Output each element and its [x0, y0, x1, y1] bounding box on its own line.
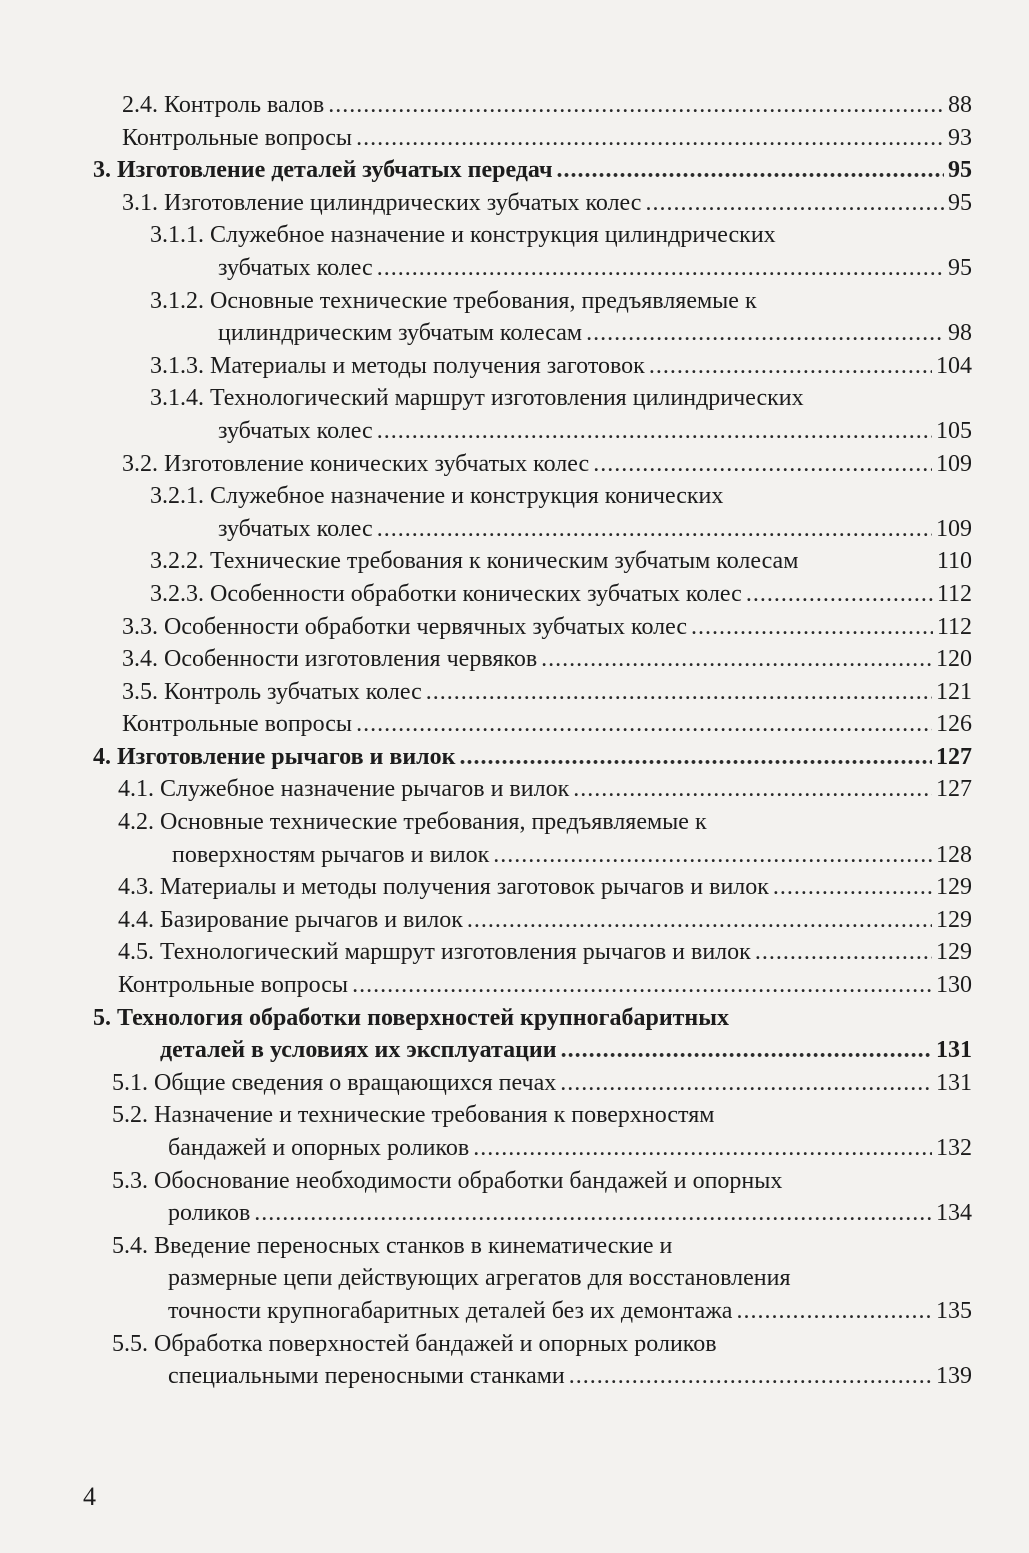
toc-page-number: 95	[948, 254, 972, 281]
dot-leader	[426, 676, 932, 709]
toc-entry	[0, 904, 1029, 937]
toc-entry-title: зубчатых колес	[218, 252, 375, 285]
toc-entry-title: 4.3. Материалы и методы получения заготовок рычагов и вилок	[118, 871, 771, 904]
dot-leader	[356, 708, 932, 741]
toc-line	[168, 1197, 972, 1230]
toc-entry-title: Контрольные вопросы	[118, 969, 350, 1002]
toc-line	[118, 969, 972, 1002]
toc-entry-title: специальными переносными станками	[168, 1360, 567, 1393]
toc-line	[118, 806, 972, 839]
toc-entry	[0, 382, 1029, 447]
toc-page-number: 135	[936, 1297, 972, 1324]
dot-leader	[573, 773, 932, 806]
toc-page-number: 109	[936, 515, 972, 542]
toc-page-number: 109	[936, 450, 972, 477]
toc-entry	[0, 219, 1029, 284]
toc-line	[118, 936, 972, 969]
toc-line	[172, 839, 972, 872]
toc-entry-title: 5.2. Назначение и технические требования к поверхностям	[112, 1102, 715, 1129]
toc-entry	[0, 1067, 1029, 1100]
toc-entry-title: 5.3. Обоснование необходимости обработки бандажей и опорных	[112, 1167, 783, 1194]
toc-line	[122, 611, 972, 644]
dot-leader	[736, 1295, 932, 1328]
toc-entry-title: 3.3. Особенности обработки червячных зубчатых колес	[122, 611, 689, 644]
toc-page-number: 129	[936, 939, 972, 966]
toc-line	[168, 1262, 972, 1295]
toc-entry-title: зубчатых колес	[218, 415, 375, 448]
toc-entry-title: 5.4. Введение переносных станков в кинематические и	[112, 1232, 673, 1259]
toc-entry	[0, 936, 1029, 969]
toc-page-number: 127	[936, 743, 972, 770]
toc-entry-title: поверхностям рычагов и вилок	[172, 839, 491, 872]
toc-entry-title: бандажей и опорных роликов	[168, 1132, 471, 1165]
dot-leader	[755, 936, 932, 969]
toc-entry	[0, 89, 1029, 122]
toc-page-number: 127	[936, 776, 972, 803]
page-number: 4	[83, 1482, 96, 1511]
toc-entry	[0, 1099, 1029, 1164]
toc-entry	[0, 871, 1029, 904]
toc-entry-title: деталей в условиях их эксплуатации	[160, 1034, 559, 1067]
toc-page-number: 120	[936, 646, 972, 673]
toc-line	[122, 708, 972, 741]
toc-line	[112, 1328, 972, 1361]
toc-line	[118, 773, 972, 806]
toc-line	[150, 350, 972, 383]
toc-entry	[0, 741, 1029, 774]
toc-entry	[0, 1165, 1029, 1230]
dot-leader	[356, 122, 944, 155]
toc-entry	[0, 969, 1029, 1002]
toc-entry-title: 3.1.3. Материалы и методы получения заготовок	[150, 350, 647, 383]
toc-entry-title: 5.1. Общие сведения о вращающихся печах	[112, 1067, 558, 1100]
toc-line	[118, 871, 972, 904]
dot-leader	[557, 154, 944, 187]
toc-page-number: 95	[948, 189, 972, 216]
toc-entry	[0, 448, 1029, 481]
toc-entry	[0, 676, 1029, 709]
toc-page-number: 88	[948, 92, 972, 118]
toc-line	[122, 122, 972, 155]
toc-entry	[0, 122, 1029, 155]
toc-line	[168, 1295, 972, 1328]
toc-page-number: 112	[936, 613, 972, 640]
toc-page-number: 95	[948, 157, 972, 184]
toc-line	[112, 1165, 972, 1198]
dot-leader	[254, 1197, 932, 1230]
dot-leader	[649, 350, 932, 383]
dot-leader	[459, 741, 932, 774]
toc-line	[150, 578, 972, 611]
toc-line	[122, 187, 972, 220]
toc-entry-title: 2.4. Контроль валов	[122, 89, 326, 122]
toc-entry-title: Контрольные вопросы	[122, 122, 354, 155]
toc-entry-title: 3.1.1. Служебное назначение и конструкция цилиндрических	[150, 222, 776, 249]
toc-line	[93, 741, 972, 774]
toc-line	[150, 382, 972, 415]
toc-line	[218, 415, 972, 448]
toc-entry-title: 4. Изготовление рычагов и вилок	[93, 741, 457, 774]
dot-leader	[467, 904, 932, 937]
dot-leader	[377, 415, 932, 448]
toc-entry-title: зубчатых колес	[218, 513, 375, 546]
dot-leader	[560, 1067, 932, 1100]
toc-line	[168, 1360, 972, 1393]
toc-entry-title: 5. Технология обработки поверхностей крупногабаритных	[93, 1004, 729, 1031]
dot-leader	[493, 839, 932, 872]
dot-leader	[645, 187, 944, 220]
toc-page-number: 131	[936, 1037, 972, 1064]
toc-entry	[0, 611, 1029, 644]
toc-line	[93, 1002, 972, 1035]
toc-line	[218, 513, 972, 546]
dot-leader	[691, 611, 933, 644]
toc-line	[150, 545, 972, 578]
toc-page-number: 129	[936, 906, 972, 933]
toc-entry-title: точности крупногабаритных деталей без их демонтажа	[168, 1295, 734, 1328]
toc-entry	[0, 806, 1029, 871]
toc-line	[218, 317, 972, 350]
toc-page-number: 129	[936, 874, 972, 901]
toc-entry	[0, 643, 1029, 676]
toc-entry-title: 5.5. Обработка поверхностей бандажей и опорных роликов	[112, 1330, 717, 1357]
toc-entry-title: 3.2.1. Служебное назначение и конструкция конических	[150, 483, 724, 510]
toc-line	[118, 904, 972, 937]
toc-entry-title: 3.2. Изготовление конических зубчатых колес	[122, 448, 591, 481]
dot-leader	[773, 871, 932, 904]
toc-entry-title: роликов	[168, 1197, 252, 1230]
toc-entry	[0, 1002, 1029, 1067]
dot-leader	[561, 1034, 932, 1067]
toc-line	[168, 1132, 972, 1165]
toc-entry	[0, 708, 1029, 741]
toc-line	[122, 448, 972, 481]
toc-page-number: 112	[936, 580, 972, 607]
toc-entry-title: 3. Изготовление деталей зубчатых передач	[93, 154, 555, 187]
dot-leader	[328, 89, 944, 122]
toc-entry-title: 4.4. Базирование рычагов и вилок	[118, 904, 465, 937]
toc-page-number: 134	[936, 1200, 972, 1227]
toc-entry	[0, 285, 1029, 350]
dot-leader	[473, 1132, 932, 1165]
toc-entry	[0, 545, 1029, 578]
toc-page-number: 130	[936, 972, 972, 999]
toc-line	[93, 154, 972, 187]
toc-line	[112, 1230, 972, 1263]
toc-page-number: 110	[936, 548, 972, 575]
toc-entry	[0, 350, 1029, 383]
dot-leader	[377, 252, 944, 285]
toc-entry-title: 3.4. Особенности изготовления червяков	[122, 643, 539, 676]
dot-leader	[746, 578, 933, 611]
toc-entry-title: 3.1. Изготовление цилиндрических зубчатых колес	[122, 187, 643, 220]
toc-page-number: 128	[936, 841, 972, 868]
toc-line	[122, 676, 972, 709]
dot-leader	[377, 513, 932, 546]
dot-leader	[586, 317, 944, 350]
toc-line	[112, 1067, 972, 1100]
toc-entry-title: 3.2.3. Особенности обработки конических зубчатых колес	[150, 578, 744, 611]
toc-entry-title: 3.2.2. Технические требования к коническим зубчатым колесам	[150, 545, 800, 578]
toc-page-number: 131	[936, 1069, 972, 1096]
dot-leader	[541, 643, 932, 676]
toc-page-number: 132	[936, 1135, 972, 1161]
toc-entry	[0, 773, 1029, 806]
toc-line	[112, 1099, 972, 1132]
toc-entry	[0, 187, 1029, 220]
toc-entry	[0, 480, 1029, 545]
toc-entry-title: 4.2. Основные технические требования, предъявляемые к	[118, 809, 707, 836]
toc-page-number: 93	[948, 124, 972, 151]
toc-line	[122, 89, 972, 122]
toc-page-number: 104	[936, 352, 972, 379]
toc-line	[150, 219, 972, 252]
toc-entry-title: 4.1. Служебное назначение рычагов и вилок	[118, 773, 571, 806]
toc-page-number: 126	[936, 711, 972, 738]
toc-line	[218, 252, 972, 285]
toc-line	[160, 1034, 972, 1067]
dot-leader	[569, 1360, 932, 1393]
toc-entry-title: размерные цепи действующих агрегатов для восстановления	[168, 1265, 791, 1292]
table-of-contents	[0, 89, 1029, 1393]
toc-entry-title: 3.5. Контроль зубчатых колес	[122, 676, 424, 709]
dot-leader	[593, 448, 932, 481]
toc-page-number: 139	[936, 1363, 972, 1390]
toc-entry	[0, 154, 1029, 187]
toc-page-number: 121	[936, 678, 972, 705]
toc-entry-title: 4.5. Технологический маршрут изготовления рычагов и вилок	[118, 936, 753, 969]
toc-entry-title: цилиндрическим зубчатым колесам	[218, 317, 584, 350]
toc-entry	[0, 1328, 1029, 1393]
toc-page-number: 98	[948, 320, 972, 347]
toc-line	[150, 480, 972, 513]
toc-line	[150, 285, 972, 318]
toc-entry	[0, 578, 1029, 611]
dot-leader	[352, 969, 932, 1002]
toc-page-number: 105	[936, 417, 972, 444]
toc-entry-title: Контрольные вопросы	[122, 708, 354, 741]
toc-line	[122, 643, 972, 676]
toc-entry-title: 3.1.4. Технологический маршрут изготовления цилиндрических	[150, 385, 804, 412]
toc-entry-title: 3.1.2. Основные технические требования, предъявляемые к	[150, 287, 757, 314]
toc-entry	[0, 1230, 1029, 1328]
